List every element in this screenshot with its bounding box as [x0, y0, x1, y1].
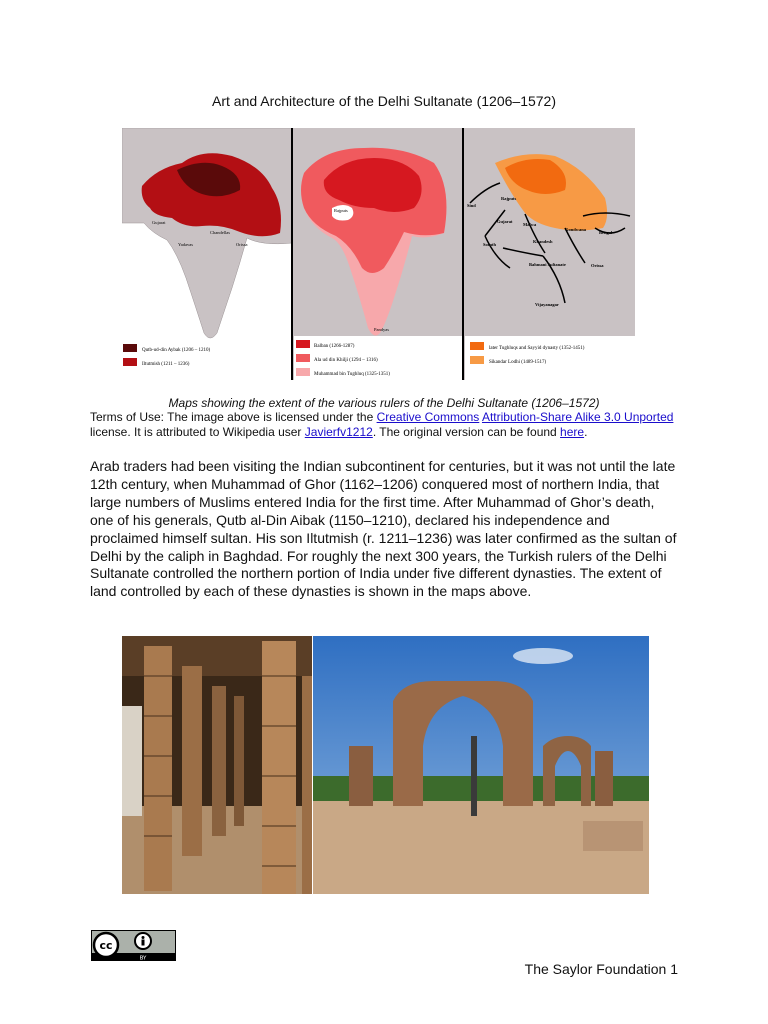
map-1 — [122, 128, 292, 380]
author-link[interactable]: Javierfv1212 — [304, 425, 373, 439]
map1-place-3: Yadavas — [178, 242, 194, 247]
map3-legend-2: Sikandar Lodhi (1489-1517) — [489, 360, 547, 365]
svg-text:cc: cc — [99, 939, 113, 952]
map3-place-9: Bahmani Sultanate — [529, 262, 566, 267]
map-3 — [465, 128, 635, 380]
dynasty-maps-figure — [122, 128, 635, 380]
terms-mid2: . The original version can be found — [372, 425, 561, 439]
map1-place-4: Orissa — [236, 242, 248, 247]
map3-legend-1: later Tughluqs and Sayyid dynasty (1352-1451) — [489, 346, 585, 351]
original-source-link[interactable]: here — [560, 425, 585, 439]
main-paragraph: Arab traders had been visiting the Indian subcontinent for centuries, but it was not until the late 12th century, when Muhammad of Ghor (1162–1206) conquered most of northern India, that large numbers of Muslims entered India for the first time. After Muhammad of Ghor’s death, one of his generals, Qutb al-Din Aibak (1150–1210), declared his independence and proclaimed himself sultan. His son Iltutmish (r. 1211–1236) was later confirmed as the sultan of Delhi by the caliph in Baghdad. For roughly the next 300 years, the Turkish rulers of the Delhi Sultanate controlled the northern portion of India under five different dynasties. The extent of land controlled by each of these dynasties is shown in the maps above. — [90, 458, 677, 600]
map3-place-2: Rajputs — [501, 196, 517, 201]
figure-caption: Maps showing the extent of the various rulers of the Delhi Sultanate (1206–1572) — [168, 396, 600, 410]
cc-by-license-icon — [91, 930, 176, 961]
terms-of-use — [90, 410, 690, 440]
map2-place-2: Pandyas — [374, 327, 389, 332]
map2-legend-1: Balban (1266-1287) — [314, 344, 355, 349]
map3-place-11: Vijayanagar — [535, 302, 559, 307]
map3-place-6: Bengal — [599, 230, 613, 235]
map1-place-2: Chandellas — [210, 230, 230, 235]
map3-place-5: Gondwana — [565, 227, 587, 232]
terms-mid1: license. It is attributed to Wikipedia user — [90, 425, 305, 439]
map3-place-4: Malwa — [523, 222, 537, 227]
map-2 — [294, 128, 462, 380]
terms-prefix: Terms of Use: The image above is licensed under the — [90, 410, 377, 424]
pillars-photo — [122, 636, 312, 894]
map2-place-1: Rajputs — [334, 208, 348, 213]
creative-commons-link[interactable]: Creative Commons — [376, 410, 480, 424]
map3-place-8: Sorath — [483, 242, 497, 247]
map2-legend-3: Muhammad bin Tughluq (1325-1351) — [314, 372, 390, 377]
page-title: Art and Architecture of the Delhi Sultanate (1206–1572) — [212, 93, 556, 109]
map1-legend-2: Iltutmish (1211 – 1236) — [142, 362, 190, 367]
map1-legend-1: Qutb-ud-din Aybak (1206 – 1210) — [142, 348, 211, 353]
map3-place-10: Orissa — [591, 263, 604, 268]
map3-place-3: Gujarat — [497, 219, 513, 224]
arches-photo — [313, 636, 649, 894]
map3-place-1: Sind — [467, 203, 476, 208]
license-link[interactable]: Attribution-Share Alike 3.0 Unported — [481, 410, 674, 424]
cc-by-label: BY — [139, 955, 147, 961]
terms-suffix: . — [584, 425, 588, 439]
page-footer: The Saylor Foundation 1 — [524, 961, 678, 977]
map3-place-7: Khandesh — [533, 239, 553, 244]
map1-place-1: Gujarat — [152, 220, 166, 225]
map2-legend-2: Ala ud din Khilji (1294 – 1316) — [314, 358, 378, 363]
